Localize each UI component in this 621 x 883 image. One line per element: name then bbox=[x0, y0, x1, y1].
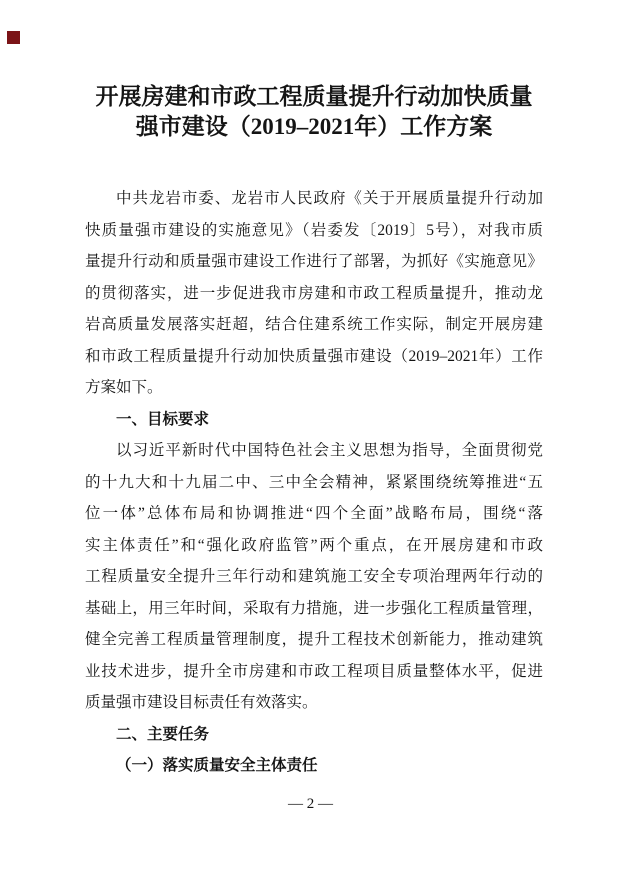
body-line: 业技术进步，提升全市房建和市政工程项目质量整体水平，促进 bbox=[85, 662, 543, 680]
body-line: 方案如下。 bbox=[85, 379, 163, 396]
body-line: 和市政工程质量提升行动加快质量强市建设（2019–2021年）工作 bbox=[85, 347, 543, 365]
body-line: 岩高质量发展落实赶超，结合住建系统工作实际，制定开展房建 bbox=[85, 316, 543, 333]
body-line: 的十九大和十九届二中、三中全会精神，紧紧围绕统筹推进“五 bbox=[85, 473, 543, 491]
body-line: 的贯彻落实，进一步促进我市房建和市政工程质量提升，推动龙 bbox=[85, 284, 543, 302]
paragraph-goals bbox=[85, 435, 543, 719]
body-line: 量提升行动和质量强市建设工作进行了部署，为抓好《实施意见》 bbox=[85, 253, 543, 270]
page-number: — 2 — bbox=[288, 796, 333, 812]
document-content bbox=[85, 82, 543, 782]
subsection-heading-1: （一）落实质量安全主体责任 bbox=[116, 757, 318, 774]
body-line: 质量强市建设目标责任有效落实。 bbox=[85, 694, 318, 711]
body-line: 位一体”总体布局和协调推进“四个全面”战略布局，围绕“落 bbox=[85, 505, 543, 522]
body-line: 以习近平新时代中国特色社会主义思想为指导，全面贯彻党 bbox=[116, 442, 543, 459]
body-line: 工程质量安全提升三年行动和建筑施工安全专项治理两年行动的 bbox=[85, 568, 543, 585]
document-title bbox=[85, 82, 543, 142]
section-heading-2: 二、主要任务 bbox=[116, 725, 210, 743]
title-line-2: 强市建设（2019–2021年）工作方案 bbox=[135, 114, 493, 139]
corner-stamp-mark bbox=[7, 31, 20, 44]
section-heading-1: 一、目标要求 bbox=[116, 410, 210, 428]
body-line: 基础上，用三年时间，采取有力措施，进一步强化工程质量管理， bbox=[85, 599, 543, 617]
body-line: 实主体责任”和“强化政府监管”两个重点，在开展房建和市政 bbox=[85, 536, 543, 554]
body-line: 快质量强市建设的实施意见》（岩委发〔2019〕5号），对我市质 bbox=[85, 221, 543, 239]
body-line: 健全完善工程质量管理制度，提升工程技术创新能力，推动建筑 bbox=[85, 631, 543, 648]
paragraph-intro bbox=[85, 183, 543, 404]
document-body bbox=[85, 183, 543, 782]
title-line-1: 开展房建和市政工程质量提升行动加快质量 bbox=[95, 84, 533, 109]
body-line: 中共龙岩市委、龙岩市人民政府《关于开展质量提升行动加 bbox=[116, 190, 543, 207]
